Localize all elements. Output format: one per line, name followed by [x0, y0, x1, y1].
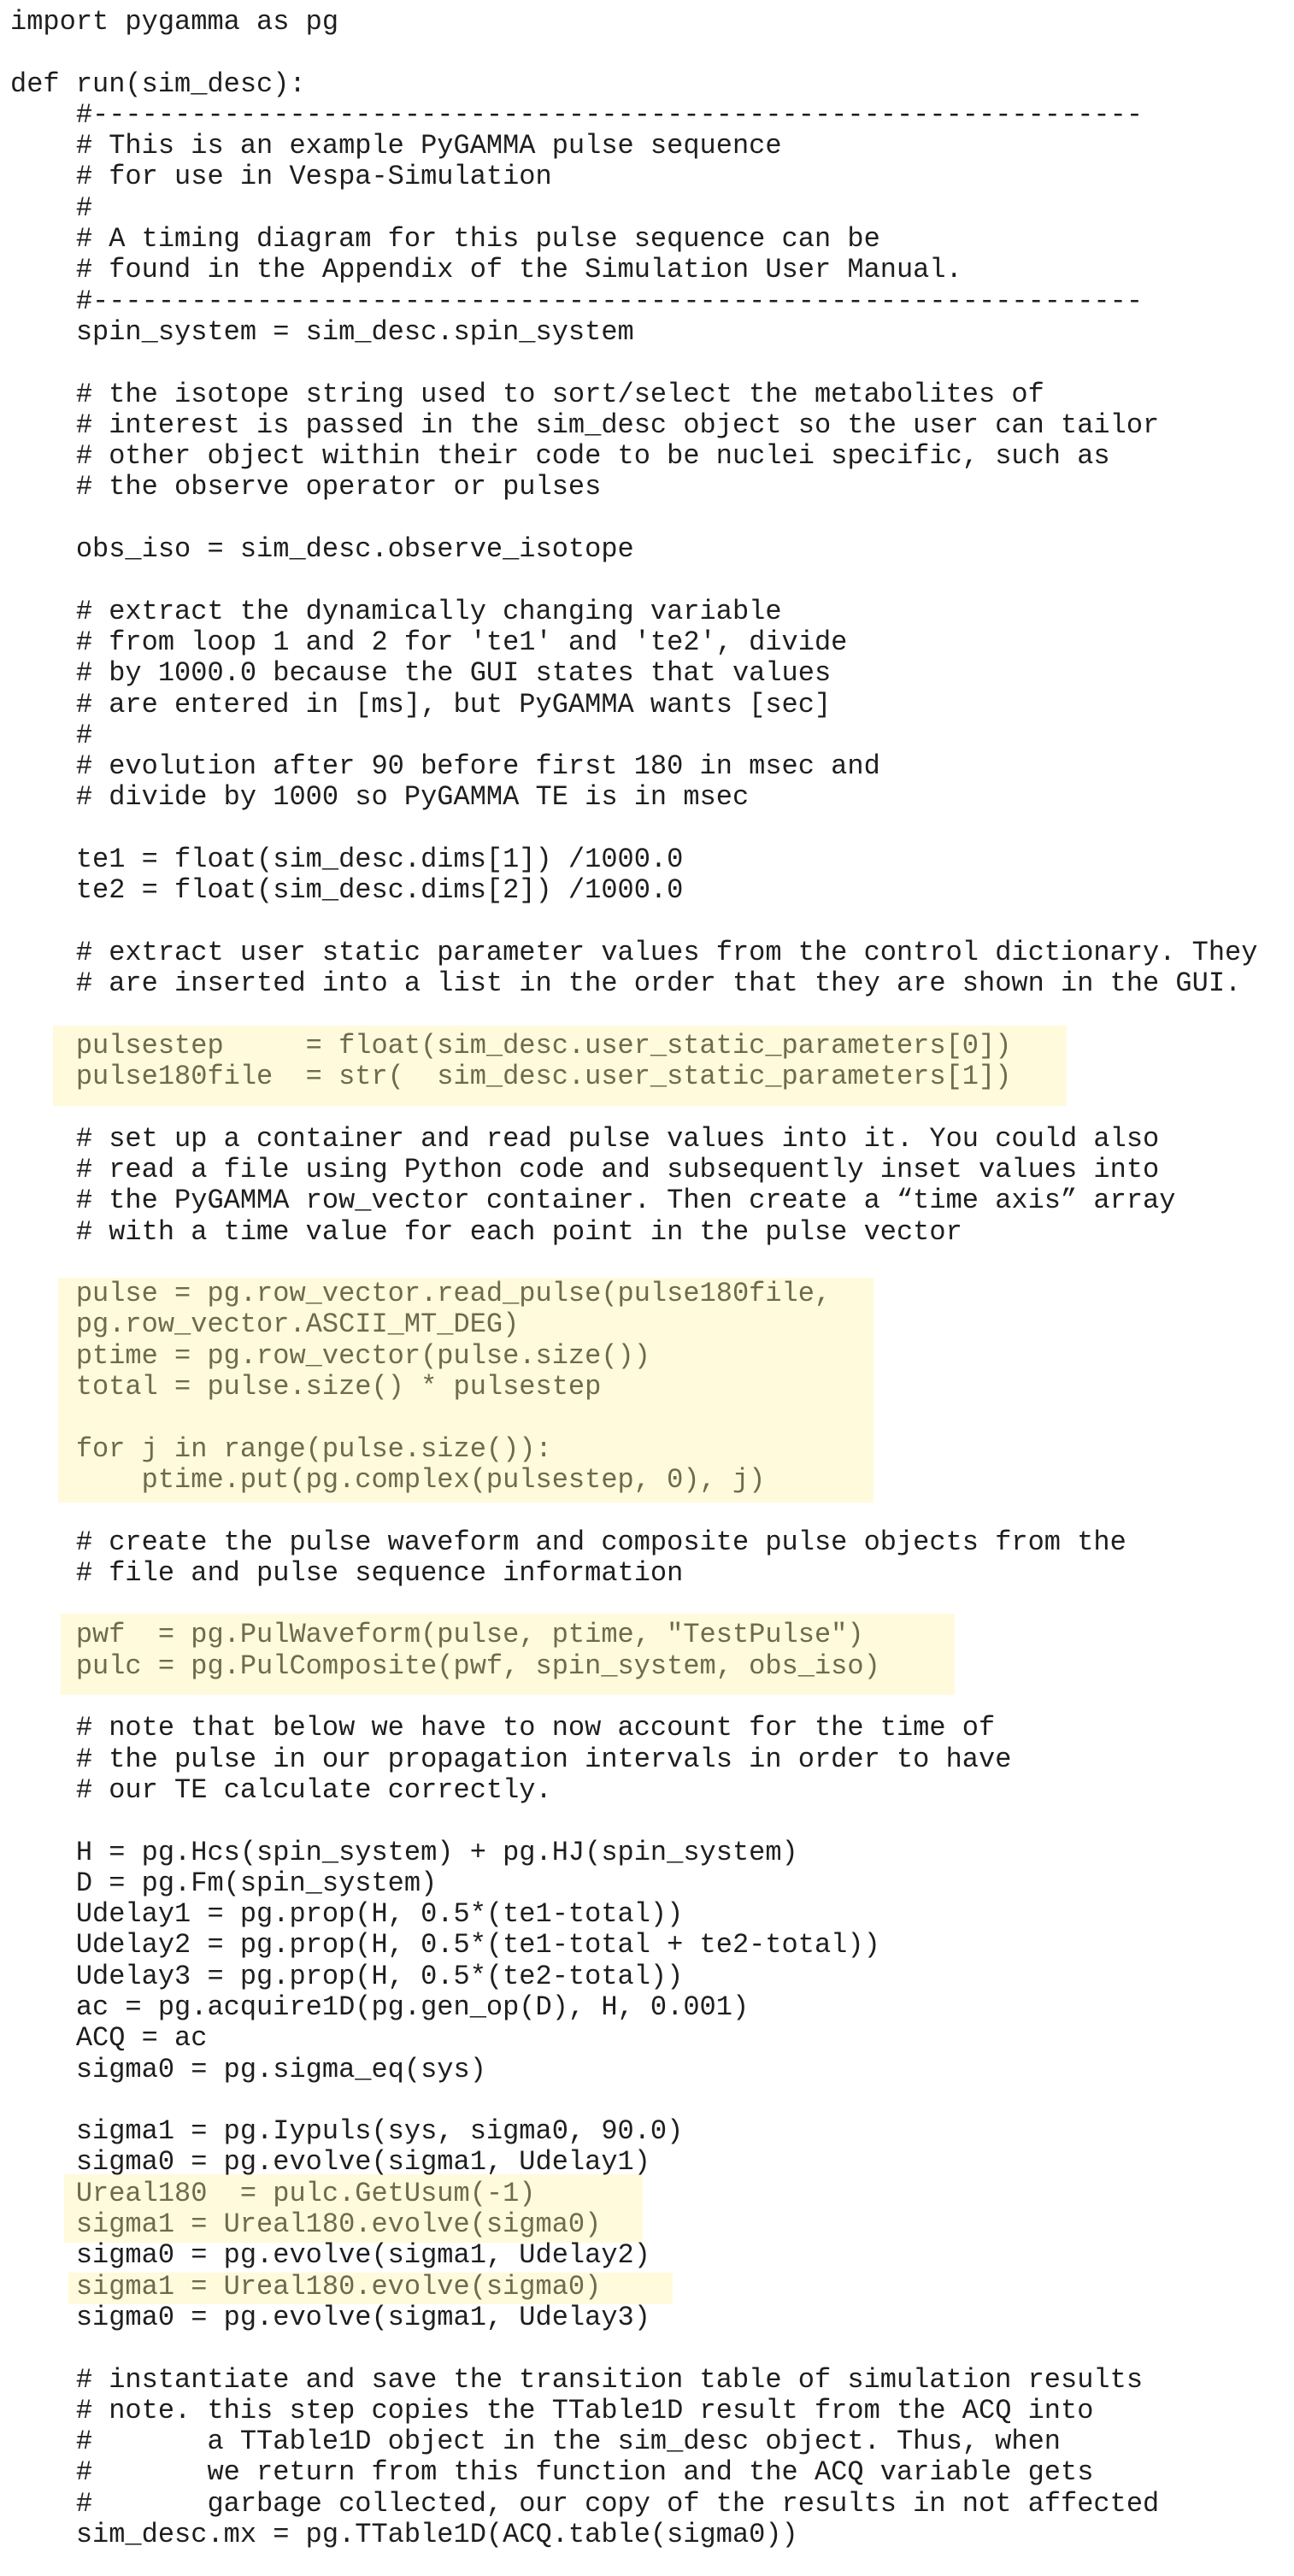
- blank-line: [10, 814, 1257, 844]
- code-line: Udelay3 = pg.prop(H, 0.5*(te2-total)): [10, 1960, 684, 1992]
- code-comment-line: # for use in Vespa-Simulation: [10, 161, 552, 193]
- code-line: sigma0 = pg.sigma_eq(sys): [10, 2053, 486, 2085]
- code-comment-line: # the observe operator or pulses: [10, 471, 602, 503]
- code-comment-line: # interest is passed in the sim_desc object so the user can tailor: [10, 409, 1160, 441]
- code-line: pulsestep = float(sim_desc.user_static_parameters[0]): [10, 1029, 1012, 1062]
- code-line: pulse180file = str( sim_desc.user_static_parameters[1]): [10, 1061, 1012, 1093]
- blank-line: [10, 2333, 1257, 2364]
- code-comment-line: # by 1000.0 because the GUI states that values: [10, 657, 832, 690]
- blank-line: [10, 1806, 1257, 1837]
- code-comment-line: # we return from this function and the ACQ variable gets: [10, 2456, 1094, 2489]
- code-line: ac = pg.acquire1D(pg.gen_op(D), H, 0.001): [10, 1991, 750, 2023]
- blank-line: [10, 1682, 1257, 1713]
- blank-line: [10, 907, 1257, 938]
- code-comment-line: # read a file using Python code and subsequently inset values into: [10, 1153, 1160, 1185]
- code-comment-line: # create the pulse waveform and composite pulse objects from the: [10, 1526, 1126, 1558]
- code-comment-line: # instantiate and save the transition table of simulation results: [10, 2363, 1144, 2396]
- code-comment-line: #: [10, 191, 93, 224]
- code-comment-line: # extract user static parameter values from the control dictionary. They: [10, 936, 1258, 968]
- code-line: sigma1 = Ureal180.evolve(sigma0): [10, 2208, 602, 2241]
- blank-line: [10, 38, 1257, 68]
- code-line: spin_system = sim_desc.spin_system: [10, 315, 634, 348]
- blank-line: [10, 2085, 1257, 2116]
- code-comment-line: #----------------------------------------------------------------: [10, 98, 1144, 131]
- code-comment-line: # file and pulse sequence information: [10, 1556, 684, 1589]
- code-comment-line: #: [10, 719, 93, 751]
- code-line: pulse = pg.row_vector.read_pulse(pulse180file,: [10, 1278, 832, 1310]
- code-line: import pygamma as pg: [10, 6, 339, 38]
- code-comment-line: # set up a container and read pulse values into it. You could also: [10, 1122, 1160, 1155]
- code-comment-line: # garbage collected, our copy of the results in not affected: [10, 2487, 1160, 2520]
- code-line: pg.row_vector.ASCII_MT_DEG): [10, 1309, 520, 1341]
- code-line: ptime.put(pg.complex(pulsestep, 0), j): [10, 1463, 766, 1496]
- code-line: ptime = pg.row_vector(pulse.size()): [10, 1339, 650, 1372]
- blank-line: [10, 565, 1257, 596]
- blank-line: [10, 348, 1257, 379]
- code-line: sim_desc.mx = pg.TTable1D(ACQ.table(sigma0)): [10, 2519, 798, 2551]
- blank-line: [10, 1589, 1257, 1620]
- code-line: for j in range(pulse.size()):: [10, 1432, 552, 1465]
- code-line: ACQ = ac: [10, 2022, 208, 2055]
- code-line: obs_iso = sim_desc.observe_isotope: [10, 533, 634, 566]
- code-line: sigma0 = pg.evolve(sigma1, Udelay2): [10, 2239, 650, 2272]
- code-line: Udelay2 = pg.prop(H, 0.5*(te1-total + te2-total)): [10, 1929, 880, 1961]
- code-comment-line: # are entered in [ms], but PyGAMMA wants [sec]: [10, 688, 832, 720]
- code-comment-line: # our TE calculate correctly.: [10, 1773, 552, 1806]
- code-comment-line: # from loop 1 and 2 for 'te1' and 'te2', divide: [10, 626, 848, 658]
- code-comment-line: # note that below we have to now account for the time of: [10, 1712, 996, 1744]
- code-line: sigma0 = pg.evolve(sigma1, Udelay1): [10, 2146, 650, 2179]
- code-line: H = pg.Hcs(spin_system) + pg.HJ(spin_system): [10, 1836, 798, 1868]
- code-comment-line: # with a time value for each point in the pulse vector: [10, 1215, 962, 1248]
- code-comment-line: # evolution after 90 before first 180 in msec and: [10, 750, 880, 783]
- code-listing: [10, 7, 1257, 2550]
- code-comment-line: #----------------------------------------------------------------: [10, 285, 1144, 317]
- blank-line: [10, 1496, 1257, 1526]
- code-line: pwf = pg.PulWaveform(pulse, ptime, "TestPulse"): [10, 1619, 864, 1651]
- code-comment-line: # This is an example PyGAMMA pulse sequence: [10, 130, 782, 162]
- code-line: Ureal180 = pulc.GetUsum(-1): [10, 2177, 536, 2209]
- code-comment-line: # other object within their code to be nuclei specific, such as: [10, 440, 1110, 473]
- blank-line: [10, 503, 1257, 534]
- code-line: Udelay1 = pg.prop(H, 0.5*(te1-total)): [10, 1898, 684, 1931]
- blank-line: [10, 1403, 1257, 1433]
- code-line: D = pg.Fm(spin_system): [10, 1867, 438, 1899]
- code-comment-line: # the isotope string used to sort/select the metabolites of: [10, 378, 1044, 410]
- blank-line: [10, 1092, 1257, 1123]
- code-line: te1 = float(sim_desc.dims[1]) /1000.0: [10, 844, 684, 876]
- code-line: sigma1 = pg.Iypuls(sys, sigma0, 90.0): [10, 2115, 684, 2148]
- code-comment-line: # the pulse in our propagation intervals in order to have: [10, 1743, 1012, 1775]
- code-comment-line: # a TTable1D object in the sim_desc object. Thus, when: [10, 2426, 1061, 2458]
- blank-line: [10, 1000, 1257, 1031]
- code-line: total = pulse.size() * pulsestep: [10, 1371, 602, 1403]
- code-line: def run(sim_desc):: [10, 68, 306, 100]
- code-comment-line: # A timing diagram for this pulse sequence can be: [10, 223, 880, 256]
- code-line: sigma1 = Ureal180.evolve(sigma0): [10, 2270, 602, 2303]
- code-comment-line: # found in the Appendix of the Simulation User Manual.: [10, 254, 962, 286]
- code-comment-line: # the PyGAMMA row_vector container. Then create a “time axis” array: [10, 1185, 1176, 1217]
- code-line: sigma0 = pg.evolve(sigma1, Udelay3): [10, 2301, 650, 2333]
- code-comment-line: # extract the dynamically changing variable: [10, 595, 782, 627]
- blank-line: [10, 1248, 1257, 1279]
- code-line: pulc = pg.PulComposite(pwf, spin_system, obs_iso): [10, 1650, 880, 1682]
- code-comment-line: # divide by 1000 so PyGAMMA TE is in msec: [10, 781, 750, 814]
- code-line: te2 = float(sim_desc.dims[2]) /1000.0: [10, 874, 684, 907]
- code-comment-line: # are inserted into a list in the order that they are shown in the GUI.: [10, 967, 1242, 1000]
- code-comment-line: # note. this step copies the TTable1D result from the ACQ into: [10, 2394, 1094, 2426]
